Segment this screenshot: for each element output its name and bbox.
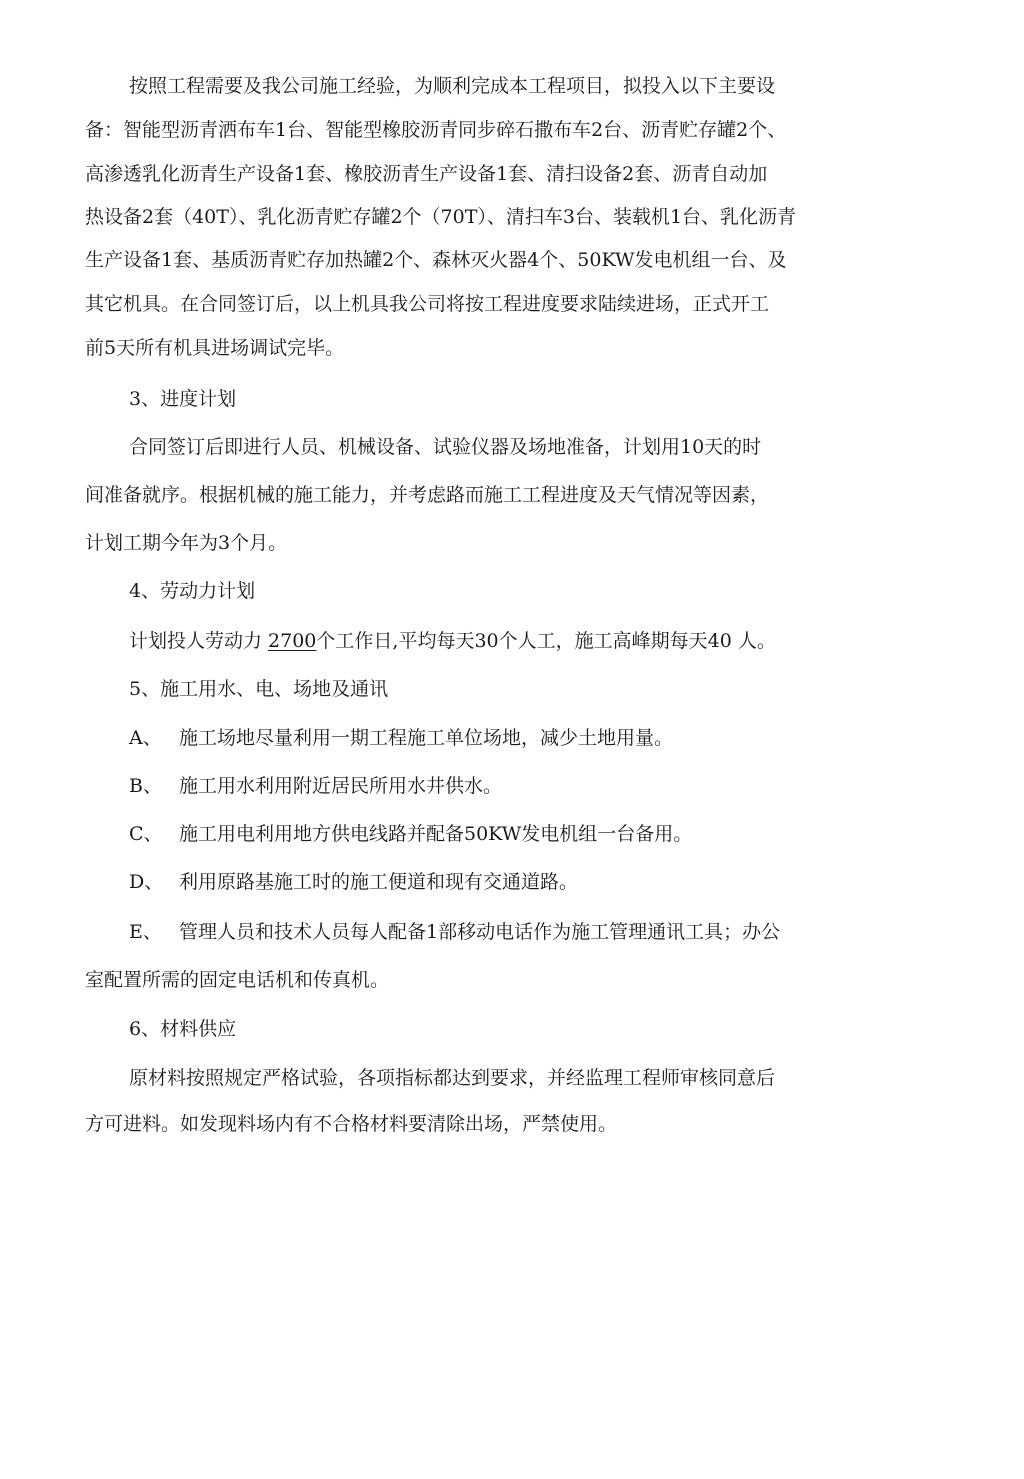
section-5-item-c	[129, 822, 692, 846]
equipment-para-line-4: 热设备2套（40T）、乳化沥青贮存罐2个（70T）、清扫车3台、装载机1台、乳化沥青	[85, 206, 797, 228]
item-text: 施工用水利用附近居民所用水井供水。	[179, 775, 503, 797]
section-5-item-d	[129, 870, 578, 894]
section-3-line-3: 计划工期今年为3个月。	[85, 532, 288, 554]
section-4-heading: 4、劳动力计划	[129, 580, 256, 602]
section-5-item-e	[129, 920, 780, 944]
equipment-para-line-3: 高渗透乳化沥青生产设备1套、橡胶沥青生产设备1套、清扫设备2套、沥青自动加	[85, 163, 768, 185]
section-5-continuation: 室配置所需的固定电话机和传真机。	[85, 969, 390, 991]
section-4-text	[129, 629, 776, 653]
section-6-line-1: 原材料按照规定严格试验，各项指标都达到要求，并经监理工程师审核同意后	[129, 1067, 776, 1089]
section-3-line-2: 间准备就序。根据机械的施工能力，并考虑路而施工工程进度及天气情况等因素，	[85, 484, 770, 506]
equipment-para-line-5: 生产设备1套、基质沥青贮存加热罐2个、森林灭火器4个、50KW发电机组一台、及	[85, 249, 787, 271]
item-label: D、	[129, 871, 164, 893]
item-label: C、	[129, 823, 163, 845]
item-label: E、	[129, 921, 162, 943]
item-text: 管理人员和技术人员每人配备1部移动电话作为施工管理通讯工具；办公	[179, 921, 781, 943]
section-5-item-b	[129, 774, 502, 798]
section-4-prefix: 计划投人劳动力	[129, 630, 269, 652]
equipment-para-line-1: 按照工程需要及我公司施工经验，为顺利完成本工程项目，拟投入以下主要设	[129, 75, 776, 97]
section-4-days-underlined: 2700	[268, 630, 317, 652]
section-3-heading: 3、进度计划	[129, 388, 237, 410]
section-6-line-2: 方可进料。如发现料场内有不合格材料要清除出场，严禁使用。	[85, 1113, 618, 1135]
section-5-heading: 5、施工用水、电、场地及通讯	[129, 678, 389, 700]
section-5-item-a	[129, 726, 673, 750]
equipment-para-line-2: 备：智能型沥青洒布车1台、智能型橡胶沥青同步碎石撒布车2台、沥青贮存罐2个、	[85, 119, 787, 141]
item-label: B、	[129, 775, 162, 797]
section-6-heading: 6、材料供应	[129, 1018, 237, 1040]
section-3-line-1: 合同签订后即进行人员、机械设备、试验仪器及场地准备，计划用10天的时	[129, 436, 762, 458]
item-label: A、	[129, 727, 162, 749]
item-text: 利用原路基施工时的施工便道和现有交通道路。	[179, 871, 579, 893]
equipment-para-line-7: 前5天所有机具进场调试完毕。	[85, 337, 345, 359]
section-4-suffix: 个工作日,平均每天30个人工，施工高峰期每天40 人。	[316, 630, 776, 652]
item-text: 施工场地尽量利用一期工程施工单位场地，减少土地用量。	[179, 727, 674, 749]
equipment-para-line-6: 其它机具。在合同签订后，以上机具我公司将按工程进度要求陆续进场，正式开工	[85, 293, 770, 315]
item-text: 施工用电利用地方供电线路并配备50KW发电机组一台备用。	[179, 823, 693, 845]
